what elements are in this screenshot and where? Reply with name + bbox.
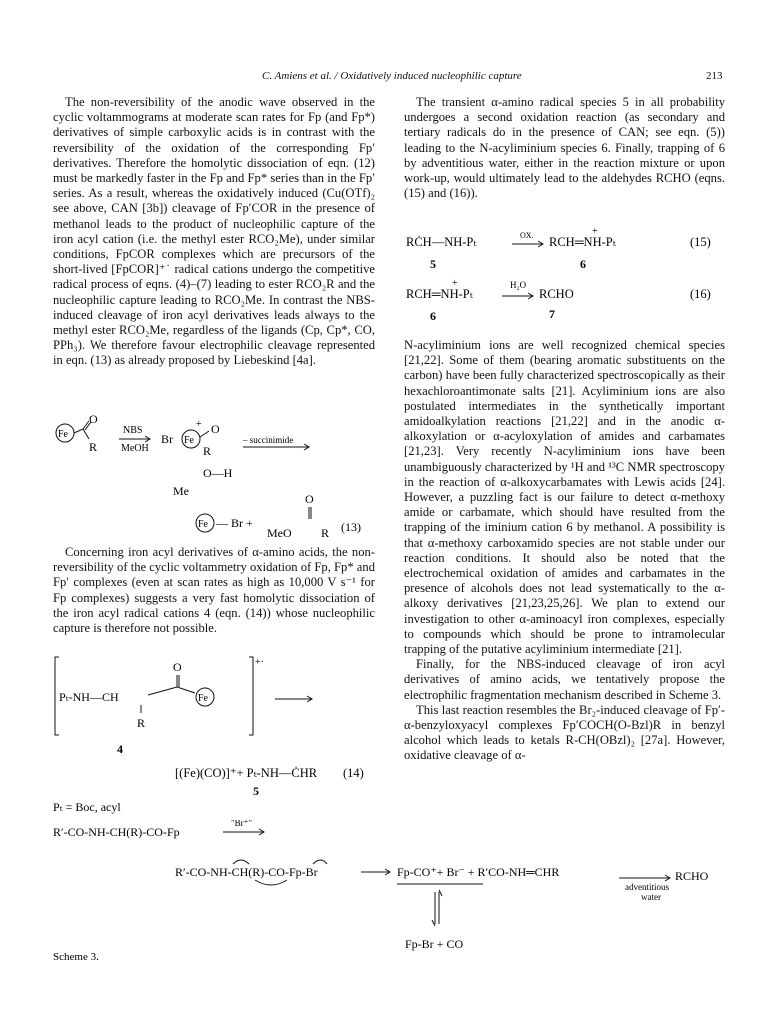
equations-15-16 <box>404 228 725 328</box>
paragraph: This last reaction resembles the Br₂-induced cleavage of Fp′-α-benzyloxyacyl complexes Fp′COCH(O-Bzl)R in benzyl alcohol which leads to ketals R-CH(OBzl)₂ [27a]. However, oxidative cleavage of α- <box>404 702 725 763</box>
fe-symbol: Fe <box>58 429 68 440</box>
svg-text:RĊH—NH-Pₜ: RĊH—NH-Pₜ <box>406 235 477 249</box>
paragraph: The non-reversibility of the anodic wave observed in the cyclic voltammograms at moderate scan rates for Fp (and Fp*) derivatives of simple carboxylic acids is in contrast with the reversibility of the oxidation of the corresponding Fp′ derivatives. Therefore the homolytic dissociation of eqn. (12) must be markedly faster in the Fp and Fp* series than in the Fp′ series. As a result, whereas the oxidatively induced (Cu(OTf)₂ see above, CAN [3b]) cleavage of Fp′COR in the presence of methanol leads to the product of nucleophilic capture of the iron acyl cation (i.e. the methyl ester RCO₂Me), under similar conditions, FpCOR complexes which are precursors of the short-lived [FpCOR]⁺˙ radical cations undergo the competitive radical process of eqns. (4)–(7) leading to ester RCO₂R and the nucleophilic capture leading to RCO₂Me. In contrast the NBS-induced cleavage of iron acyl derivatives leads always to the methyl ester RCO₂Me, regardless of the ligands (Cp, Cp*, CO, PPh₃). We therefore favour electrophilic cleavage represented in eqn. (13) as already proposed by Liebeskind [4a]. <box>53 95 375 368</box>
svg-text:R: R <box>203 444 212 458</box>
svg-text:"Br⁺": "Br⁺" <box>231 820 253 828</box>
scheme-3 <box>53 820 743 965</box>
left-column-lower <box>53 545 375 636</box>
svg-text:+: + <box>592 228 598 237</box>
page-number: 213 <box>706 70 723 82</box>
right-column <box>404 95 725 201</box>
scheme-product: RCHO <box>675 869 709 883</box>
svg-text:6: 6 <box>580 257 586 271</box>
equation-14-structure <box>53 655 375 825</box>
svg-text:5: 5 <box>430 257 436 271</box>
paragraph: Finally, for the NBS-induced cleavage of iron acyl derivatives of amino acids, we tentatively propose the electrophilic fragmentation mechanism described in Scheme 3. <box>404 657 725 702</box>
svg-text:6: 6 <box>430 309 436 323</box>
svg-text:Fe: Fe <box>198 693 208 704</box>
svg-text:OX.: OX. <box>520 231 534 240</box>
eq14-product: [(Fe)(CO)]⁺+ Pₜ-NH—ĊHR <box>175 766 318 780</box>
svg-text:+: + <box>452 278 458 289</box>
svg-text:water: water <box>641 892 661 902</box>
svg-text:+: + <box>196 419 202 430</box>
svg-text:H₂O: H₂O <box>510 280 527 290</box>
nbs-label: NBS <box>123 425 143 436</box>
radical-cation-charge: +· <box>255 657 264 668</box>
svg-text:O: O <box>211 422 220 436</box>
scheme-intermediate-1: R′-CO-NH-CH(R)-CO-Fp-Br <box>175 865 318 879</box>
o-atom: O <box>89 415 98 426</box>
r-group: R <box>89 440 98 454</box>
equation-13-structure <box>53 415 375 545</box>
paragraph: The transient α-amino radical species 5 in all probability undergoes a second oxidation reaction (as secondary and tertiary radicals do in the presence of CAN; see eqn. (5)) leading to the N-acyliminium species 6. Finally, trapping of 6 by adventitious water, either in the reaction mixture or upon work-up, would ultimately lead to the aldehydes RCHO (eqns. (15) and (16)). <box>404 95 725 201</box>
svg-text:R: R <box>321 526 330 540</box>
running-title: C. Amiens et al. / Oxidatively induced nucleophilic capture <box>262 70 522 82</box>
br-plus: — Br + <box>216 516 253 530</box>
svg-text:adventitious: adventitious <box>625 882 669 892</box>
scheme-intermediate-2: Fp-CO⁺+ Br⁻ + R′CO-NH═CHR <box>397 865 560 879</box>
meoh-label: MeOH <box>121 443 149 454</box>
paragraph: N-acyliminium ions are well recognized chemical species [21,22]. Some of them (bearing aromatic substituents on the carbon) have been fully characterized spectroscopically as their hexachloroantimonate salts [21]. Acyliminium ions are also postulated intermediates in the synthetically important amidoalkylation reactions [21,22] and in the anodic α-alkoxylation or α-acyloxylation of amides and carbamates [21,23]. Very recently N-acyliminium ions have been unambiguously characterized by ¹H and ¹³C NMR spectroscopy in the reaction of α-alkoxycarbamates with Lewis acids [24]. However, a puzzling fact is our failure to detect α-methoxy amide or carbamate, which should have resulted from the trapping of the iminium cation 6 by methanol. A possibility is that α-methoxy carboxamido species are not stable under our reaction conditions. It should also be noted that the electrochemical oxidation of amides and carbamates in the presence of alcohols does not lead systematically to the α-alkoxy derivatives [21,23,25,26]. We plan to extend our investigation to other α-aminoacyl iron complexes, especially to compounds which should be prone to intramolecular trapping of the putative acyliminium intermediate [21]. <box>404 338 725 657</box>
svg-text:RCH═NH-Pₜ: RCH═NH-Pₜ <box>549 235 616 249</box>
succinimide-label: – succinimide <box>243 435 294 445</box>
meo-group: MeO <box>267 526 292 540</box>
equation-number: (13) <box>341 520 361 534</box>
svg-text:O: O <box>305 492 314 506</box>
scheme-reactant: R′-CO-NH-CH(R)-CO-Fp <box>53 825 180 839</box>
svg-text:RCH═NH-Pₜ: RCH═NH-Pₜ <box>406 287 473 301</box>
right-column-lower <box>404 338 725 764</box>
svg-text:7: 7 <box>549 307 555 321</box>
me-group: Me <box>173 484 189 498</box>
svg-text:RCHO: RCHO <box>539 287 574 301</box>
oh-group: O—H <box>203 466 233 480</box>
left-column <box>53 95 375 369</box>
svg-text:Fe: Fe <box>184 435 194 446</box>
scheme-side-product: Fp-Br + CO <box>405 937 464 951</box>
pt-nh-ch: Pₜ-NH—CH <box>59 690 119 704</box>
svg-text:(16): (16) <box>690 287 711 301</box>
paragraph: Concerning iron acyl derivatives of α-amino acids, the non-reversibility of the cyclic voltammetry oxidation of Fp, Fp* and Fp′ complexes (even at scan rates as high as 10,000 V s⁻¹ for Fp complexes) suggests a very fast homolytic dissociation of the iron acyl radical cations 4 (eqn. (14)) whose nucleophilic capture is therefore not possible. <box>53 545 375 636</box>
svg-text:(15): (15) <box>690 235 711 249</box>
svg-text:R: R <box>137 716 146 730</box>
scheme-caption: Scheme 3. <box>53 951 99 963</box>
br-atom: Br <box>161 432 173 446</box>
svg-text:(14): (14) <box>343 766 364 780</box>
compound-label-5: 5 <box>253 784 259 798</box>
svg-text:Fe: Fe <box>198 519 208 530</box>
svg-text:O: O <box>173 660 182 674</box>
compound-label-4: 4 <box>117 742 123 756</box>
pt-definition: Pₜ = Boc, acyl <box>53 800 121 814</box>
